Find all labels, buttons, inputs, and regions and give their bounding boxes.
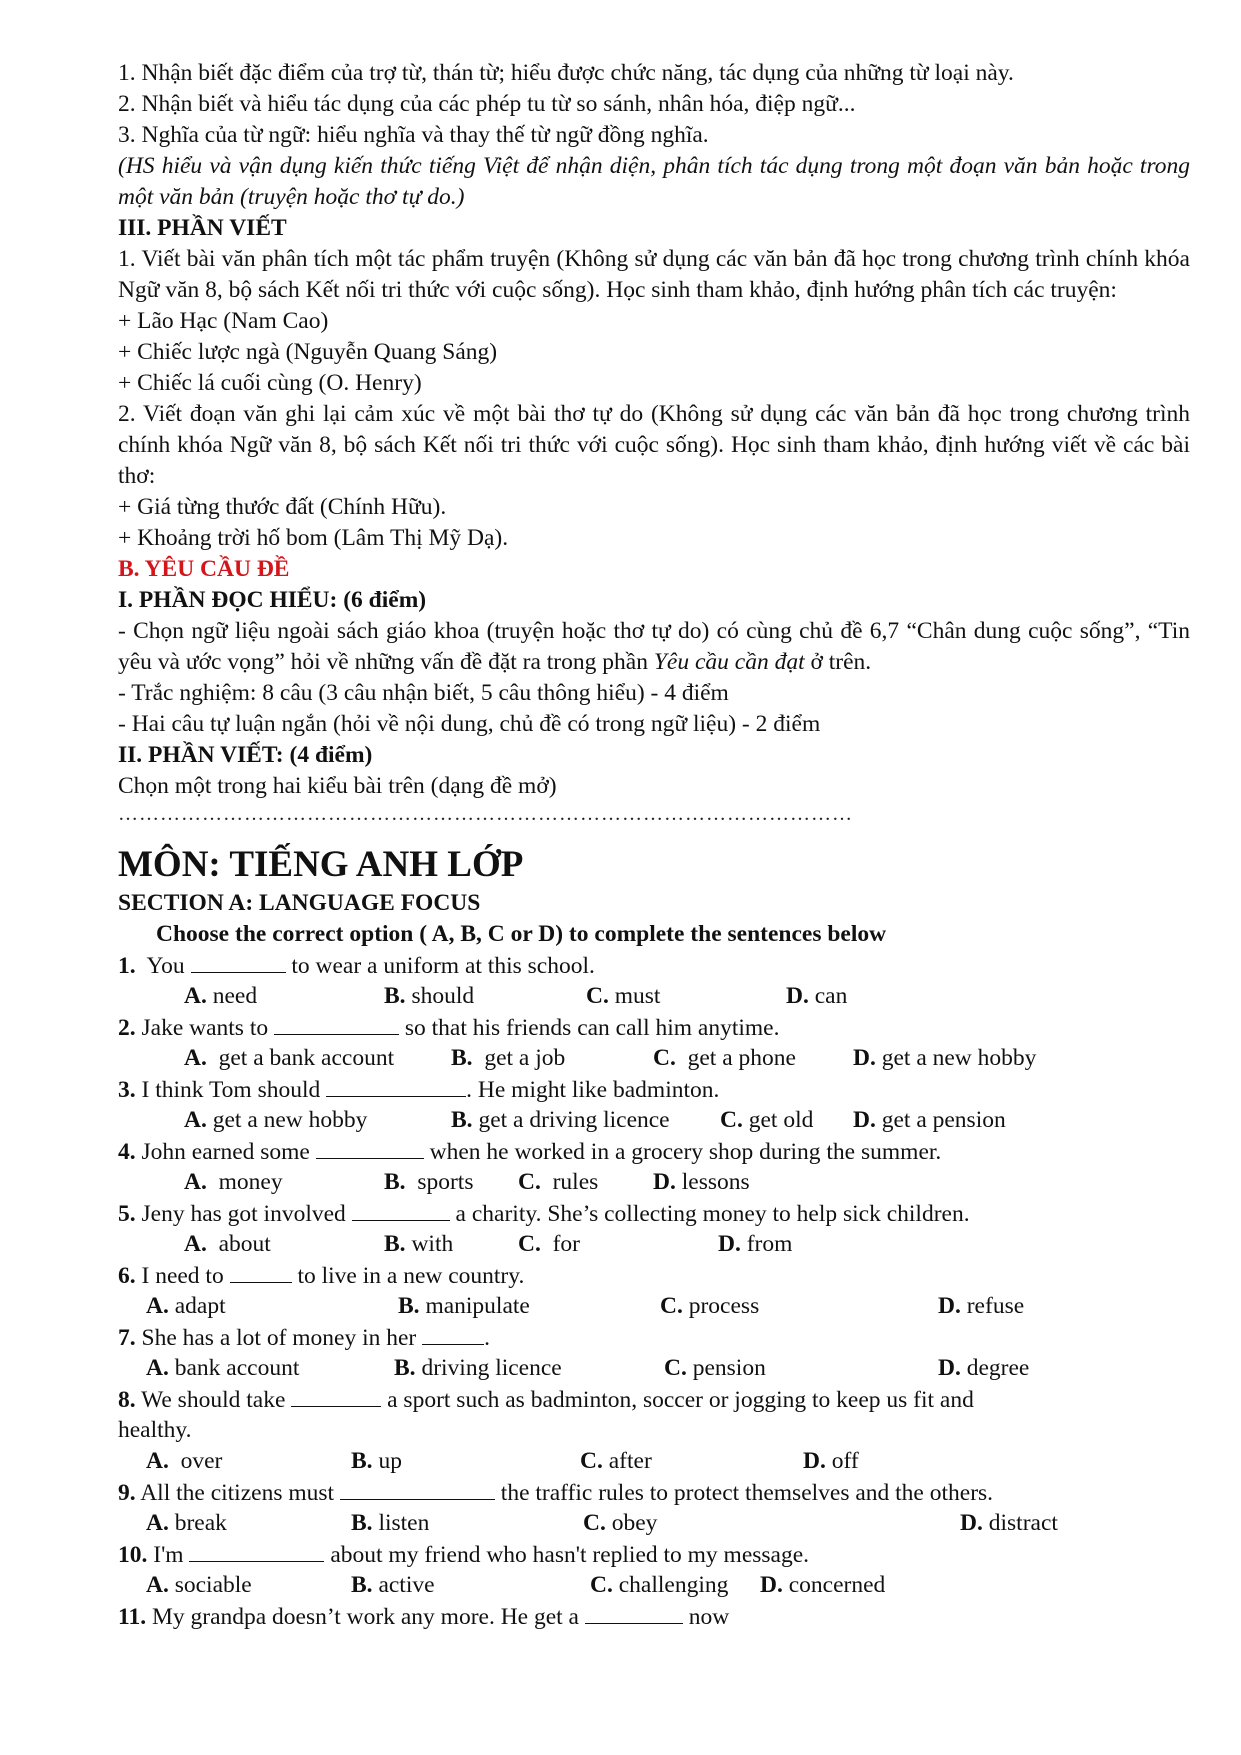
question-text: to wear a uniform at this school.	[285, 953, 595, 979]
option-letter: D.	[960, 1510, 983, 1536]
option-letter: C.	[518, 1169, 541, 1195]
option-letter: A.	[146, 1293, 169, 1319]
doc-hieu-paragraph-2: - Trắc nghiệm: 8 câu (3 câu nhận biết, 5 câu thông hiểu) - 4 điểm	[118, 680, 729, 706]
option-letter: B.	[451, 1045, 473, 1071]
option-row	[118, 1043, 1190, 1074]
option-letter: D.	[938, 1355, 961, 1381]
answer-option	[518, 1229, 580, 1260]
answer-option	[653, 1167, 750, 1198]
answer-option	[384, 981, 474, 1012]
question-4	[118, 1136, 1190, 1167]
option-text: get a pension	[875, 1107, 1006, 1133]
question-text: . He might like badminton.	[466, 1077, 720, 1103]
option-letter: C.	[664, 1355, 687, 1381]
question-number: 8.	[118, 1387, 136, 1413]
answer-blank	[340, 1477, 495, 1500]
answer-option	[351, 1570, 435, 1601]
answer-option	[786, 981, 847, 1012]
question-text: We should take	[135, 1387, 292, 1413]
option-letter: B.	[384, 983, 406, 1009]
option-text: manipulate	[419, 1293, 530, 1319]
option-text: for	[540, 1231, 581, 1257]
option-text: adapt	[168, 1293, 226, 1319]
answer-blank	[352, 1198, 450, 1221]
answer-option	[146, 1570, 252, 1601]
question-text: My grandpa doesn’t work any more. He get a	[146, 1604, 585, 1630]
option-text: degree	[960, 1355, 1030, 1381]
answer-option	[518, 1167, 598, 1198]
answer-option	[398, 1291, 530, 1322]
option-letter: D.	[938, 1293, 961, 1319]
option-letter: A.	[184, 1231, 207, 1257]
option-letter: A.	[184, 1045, 207, 1071]
answer-option	[394, 1353, 562, 1384]
question-text: I'm	[147, 1542, 190, 1568]
option-letter: A.	[146, 1510, 169, 1536]
option-row	[118, 1446, 1190, 1477]
question-text: Jeny has got involved	[135, 1201, 352, 1227]
option-letter: B.	[351, 1510, 373, 1536]
option-text: pension	[686, 1355, 766, 1381]
question-number: 6.	[118, 1263, 136, 1289]
option-text: distract	[982, 1510, 1058, 1536]
answer-option	[760, 1570, 885, 1601]
question-text: All the citizens must	[135, 1480, 340, 1506]
option-letter: B.	[394, 1355, 416, 1381]
option-row	[118, 981, 1190, 1012]
option-letter: A.	[184, 1169, 207, 1195]
question-text: now	[682, 1604, 730, 1630]
answer-blank	[316, 1136, 424, 1159]
option-row	[118, 1229, 1190, 1260]
answer-option	[146, 1508, 227, 1539]
option-row	[118, 1570, 1190, 1601]
phan-viet-item-1: 1. Viết bài văn phân tích một tác phẩm truyện (Không sử dụng các văn bản đã học trong chương trình chính khóa Ngữ văn 8, bộ sách Kết nối tri thức với cuộc sống). Học sinh tham khảo, định hướng phân tích các truyện:	[118, 246, 1190, 303]
question-text: when he worked in a grocery shop during the summer.	[423, 1139, 942, 1165]
story-item: + Chiếc lá cuối cùng (O. Henry)	[118, 370, 422, 396]
answer-option	[960, 1508, 1058, 1539]
option-letter: C.	[583, 1510, 606, 1536]
intro-item-3: 3. Nghĩa của từ ngữ: hiểu nghĩa và thay thế từ ngữ đồng nghĩa.	[118, 122, 709, 148]
question-number: 10.	[118, 1542, 148, 1568]
option-row	[118, 1353, 1190, 1384]
option-text: get a new hobby	[875, 1045, 1037, 1071]
answer-option	[184, 1043, 394, 1074]
answer-option	[146, 1353, 299, 1384]
question-number: 2.	[118, 1015, 136, 1041]
answer-option	[590, 1570, 728, 1601]
document-page	[118, 58, 1190, 1632]
yeu-cau-heading: B. YÊU CẦU ĐỀ	[118, 556, 290, 582]
dotted-separator: ……………………………………………………………………………………………	[118, 803, 853, 825]
option-letter: A.	[146, 1448, 169, 1474]
option-text: with	[405, 1231, 454, 1257]
option-text: up	[372, 1448, 402, 1474]
section-heading: SECTION A: LANGUAGE FOCUS	[118, 890, 481, 916]
answer-option	[660, 1291, 759, 1322]
answer-option	[853, 1043, 1036, 1074]
answer-option	[938, 1353, 1029, 1384]
question-text: I need to	[135, 1263, 230, 1289]
answer-blank	[191, 950, 286, 973]
answer-option	[184, 1167, 283, 1198]
answer-blank	[230, 1260, 292, 1283]
option-text: get a job	[472, 1045, 566, 1071]
option-text: over	[168, 1448, 223, 1474]
question-11	[118, 1601, 1190, 1632]
answer-option	[451, 1105, 670, 1136]
option-text: concerned	[782, 1572, 886, 1598]
option-text: rules	[540, 1169, 599, 1195]
question-continuation: healthy.	[118, 1417, 192, 1443]
option-letter: B.	[398, 1293, 420, 1319]
poem-item: + Giá từng thước đất (Chính Hữu).	[118, 494, 447, 520]
answer-blank	[422, 1322, 484, 1345]
option-letter: D.	[786, 983, 809, 1009]
option-text: get a driving licence	[472, 1107, 670, 1133]
subject-title: MÔN: TIẾNG ANH LỚP	[118, 844, 524, 885]
option-text: money	[206, 1169, 283, 1195]
option-text: must	[608, 983, 661, 1009]
option-letter: A.	[184, 983, 207, 1009]
question-text: Jake wants to	[135, 1015, 274, 1041]
question-number: 3.	[118, 1077, 136, 1103]
doc-hieu-heading: I. PHẦN ĐỌC HIỂU: (6 điểm)	[118, 587, 427, 613]
question-text: a sport such as badminton, soccer or jogging to keep us fit and	[381, 1387, 974, 1413]
story-item: + Lão Hạc (Nam Cao)	[118, 308, 329, 334]
viet-heading: II. PHẦN VIẾT: (4 điểm)	[118, 742, 373, 768]
answer-option	[803, 1446, 859, 1477]
option-text: break	[168, 1510, 227, 1536]
question-text: the traffic rules to protect themselves and the others.	[494, 1480, 994, 1506]
answer-option	[583, 1508, 657, 1539]
option-letter: D.	[653, 1169, 676, 1195]
answer-option	[853, 1105, 1006, 1136]
question-text: John earned some	[135, 1139, 316, 1165]
answer-blank	[189, 1539, 324, 1562]
question-9	[118, 1477, 1190, 1508]
option-text: challenging	[612, 1572, 729, 1598]
question-text: I think Tom should	[135, 1077, 327, 1103]
answer-option	[146, 1291, 226, 1322]
option-letter: C.	[720, 1107, 743, 1133]
option-text: get a bank account	[206, 1045, 395, 1071]
option-letter: B.	[451, 1107, 473, 1133]
option-text: sports	[405, 1169, 474, 1195]
option-text: sociable	[168, 1572, 252, 1598]
answer-option	[351, 1446, 402, 1477]
intro-item-1: 1. Nhận biết đặc điểm của trợ từ, thán từ; hiểu được chức năng, tác dụng của những từ loại này.	[118, 60, 1014, 86]
option-text: driving licence	[415, 1355, 562, 1381]
option-letter: D.	[803, 1448, 826, 1474]
option-letter: C.	[653, 1045, 676, 1071]
question-text: so that his friends can call him anytime.	[399, 1015, 780, 1041]
option-row	[118, 1105, 1190, 1136]
question-number: 9.	[118, 1480, 136, 1506]
question-number: 11.	[118, 1604, 147, 1630]
question-text: She has a lot of money in her	[135, 1325, 423, 1351]
question-8	[118, 1384, 1190, 1415]
option-letter: B.	[384, 1169, 406, 1195]
doc-hieu-text-italic: Yêu cầu cần đạt	[653, 649, 805, 675]
option-row	[118, 1508, 1190, 1539]
viet-paragraph: Chọn một trong hai kiểu bài trên (dạng đề mở)	[118, 773, 557, 799]
question-3	[118, 1074, 1190, 1105]
question-2	[118, 1012, 1190, 1043]
option-letter: A.	[146, 1572, 169, 1598]
answer-option	[580, 1446, 652, 1477]
option-letter: D.	[853, 1045, 876, 1071]
answer-blank	[274, 1012, 399, 1035]
question-text: to live in a new country.	[291, 1263, 525, 1289]
story-item: + Chiếc lược ngà (Nguyễn Quang Sáng)	[118, 339, 498, 365]
option-letter: C.	[660, 1293, 683, 1319]
option-text: off	[825, 1448, 859, 1474]
answer-option	[586, 981, 660, 1012]
option-letter: B.	[384, 1231, 406, 1257]
answer-option	[720, 1105, 813, 1136]
phan-viet-item-2: 2. Viết đoạn văn ghi lại cảm xúc về một bài thơ tự do (Không sử dụng các văn bản đã học trong chương trình chính khóa Ngữ văn 8, bộ sách Kết nối tri thức với cuộc sống). Học sinh tham khảo, định hướng viết về các bài thơ:	[118, 401, 1190, 489]
option-letter: A.	[184, 1107, 207, 1133]
answer-option	[184, 1229, 271, 1260]
option-text: after	[602, 1448, 652, 1474]
option-text: listen	[372, 1510, 430, 1536]
question-number: 7.	[118, 1325, 136, 1351]
question-text: about my friend who hasn't replied to my message.	[324, 1542, 810, 1568]
question-number: 1.	[118, 953, 136, 979]
question-1	[118, 950, 1190, 981]
question-text: a charity. She’s collecting money to help sick children.	[449, 1201, 970, 1227]
option-text: from	[740, 1231, 793, 1257]
answer-option	[718, 1229, 792, 1260]
answer-blank	[585, 1601, 683, 1624]
option-letter: C.	[518, 1231, 541, 1257]
doc-hieu-paragraph-1	[118, 616, 1190, 678]
option-text: refuse	[960, 1293, 1025, 1319]
question-number: 5.	[118, 1201, 136, 1227]
option-letter: B.	[351, 1572, 373, 1598]
option-text: obey	[605, 1510, 658, 1536]
option-letter: A.	[146, 1355, 169, 1381]
answer-option	[384, 1167, 473, 1198]
question-7	[118, 1322, 1190, 1353]
question-list	[118, 950, 1190, 1632]
option-letter: B.	[351, 1448, 373, 1474]
option-text: get a phone	[675, 1045, 796, 1071]
option-text: can	[808, 983, 848, 1009]
option-text: process	[682, 1293, 760, 1319]
option-text: get old	[742, 1107, 814, 1133]
option-text: need	[206, 983, 258, 1009]
intro-item-2: 2. Nhận biết và hiểu tác dụng của các phép tu từ so sánh, nhân hóa, điệp ngữ...	[118, 91, 856, 117]
poem-item: + Khoảng trời hố bom (Lâm Thị Mỹ Dạ).	[118, 525, 509, 551]
option-text: should	[405, 983, 475, 1009]
answer-option	[184, 1105, 367, 1136]
phan-viet-heading: III. PHẦN VIẾT	[118, 215, 287, 241]
answer-option	[653, 1043, 796, 1074]
question-number: 4.	[118, 1139, 136, 1165]
option-letter: C.	[586, 983, 609, 1009]
intro-note: (HS hiểu và vận dụng kiến thức tiếng Việt để nhận diện, phân tích tác dụng trong một đoạn văn bản hoặc trong một văn bản (truyện hoặc thơ tự do.)	[118, 153, 1190, 210]
question-text: You	[135, 953, 191, 979]
answer-blank	[291, 1384, 381, 1407]
option-text: bank account	[168, 1355, 300, 1381]
option-letter: D.	[718, 1231, 741, 1257]
answer-option	[146, 1446, 222, 1477]
instruction: Choose the correct option ( A, B, C or D) to complete the sentences below	[156, 921, 887, 947]
option-row	[118, 1291, 1190, 1322]
question-10	[118, 1539, 1190, 1570]
option-letter: D.	[760, 1572, 783, 1598]
question-6	[118, 1260, 1190, 1291]
option-letter: C.	[590, 1572, 613, 1598]
question-text: .	[484, 1325, 491, 1351]
answer-option	[938, 1291, 1024, 1322]
option-text: get a new hobby	[206, 1107, 368, 1133]
doc-hieu-paragraph-3: - Hai câu tự luận ngắn (hỏi về nội dung, chủ đề có trong ngữ liệu) - 2 điểm	[118, 711, 821, 737]
option-letter: D.	[853, 1107, 876, 1133]
answer-option	[184, 981, 257, 1012]
doc-hieu-text-b: ở trên.	[804, 649, 872, 675]
answer-option	[664, 1353, 766, 1384]
answer-option	[351, 1508, 429, 1539]
question-5	[118, 1198, 1190, 1229]
option-text: about	[206, 1231, 271, 1257]
option-row	[118, 1167, 1190, 1198]
doc-hieu-text-a: - Chọn ngữ liệu ngoài sách giáo khoa (truyện hoặc thơ tự do) có cùng chủ đề 6,7 “Chân dung cuộc sống”, “Tin yêu và ước vọng” hỏi về những vấn đề đặt ra trong phần	[118, 618, 1190, 675]
answer-option	[384, 1229, 453, 1260]
answer-blank	[326, 1074, 466, 1097]
option-letter: C.	[580, 1448, 603, 1474]
option-text: lessons	[675, 1169, 750, 1195]
option-text: active	[372, 1572, 435, 1598]
answer-option	[451, 1043, 565, 1074]
